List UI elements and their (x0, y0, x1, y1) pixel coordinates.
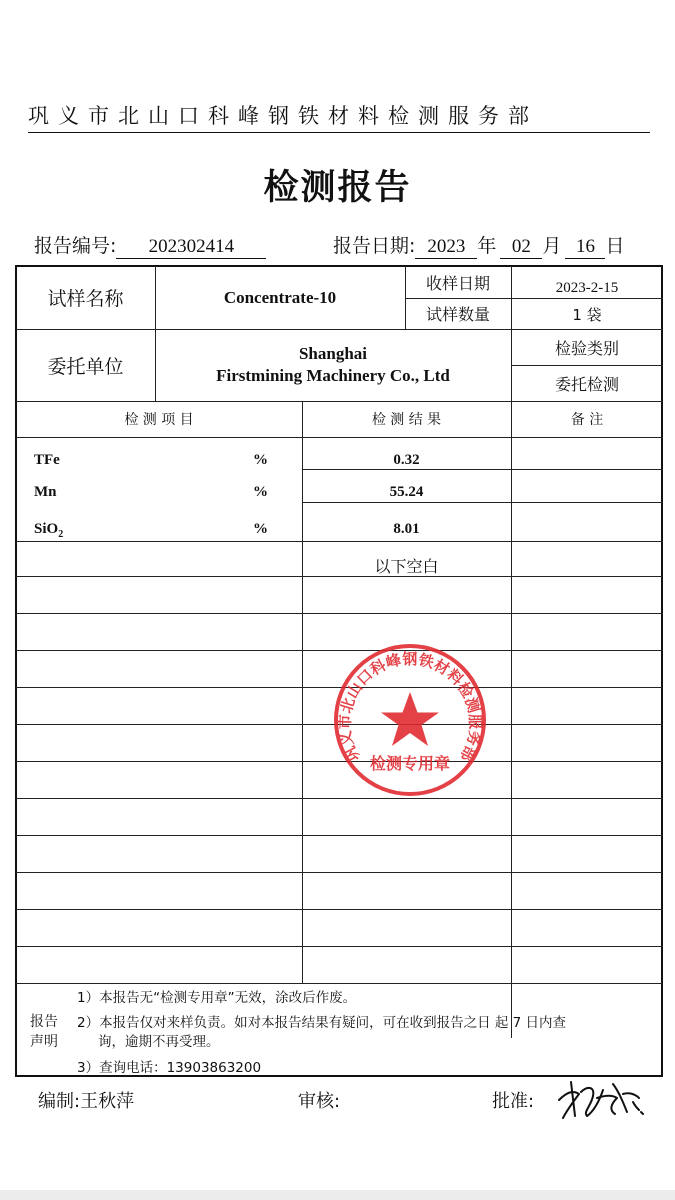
sample-name-value: Concentrate-10 (223, 287, 337, 307)
statement-label-line-2: 声明 (30, 1034, 58, 1050)
approver-signature (553, 1072, 645, 1124)
official-seal-stamp (332, 642, 488, 798)
approve-label: 批准: (492, 1091, 535, 1112)
compiled-by-name: 王秋萍 (80, 1091, 135, 1112)
report-number-value: 202302414 (116, 236, 266, 259)
report-date-line (333, 231, 624, 259)
day-char: 日 (605, 235, 625, 257)
client-line-2: Firstmining Machinery Co., Ltd (216, 366, 450, 385)
receive-date-label: 收样日期 (425, 273, 490, 293)
statement-note-3: 3）查询电话：13903863200 (77, 1060, 262, 1076)
row-item-tfe: TFe (34, 452, 60, 468)
document-title: 检测报告 (263, 168, 412, 208)
row-item-sio2-base: SiO (34, 521, 59, 537)
column-header-remark: 备 注 (570, 412, 604, 428)
row-item-sio2-subscript: 2 (58, 529, 64, 540)
review-label: 审核: (298, 1091, 341, 1112)
statement-label-line-1: 报告 (30, 1014, 58, 1030)
stamp-ring-text: 巩义市北山口科峰钢铁材料检测服务部 (335, 650, 485, 765)
quantity-value: 1 袋 (572, 306, 602, 324)
row-unit-mn: % (253, 484, 268, 500)
sample-name-label: 试样名称 (47, 288, 124, 310)
year-char: 年 (477, 235, 497, 257)
row-result-tfe: 0.32 (393, 451, 420, 468)
statement-label (30, 1012, 58, 1052)
column-header-item: 检 测 项 目 (124, 412, 194, 428)
report-date-month: 02 (500, 236, 542, 259)
row-item-sio2 (34, 521, 63, 540)
month-char: 月 (542, 235, 562, 257)
bottom-bar (0, 1190, 675, 1200)
compiled-by (38, 1087, 134, 1113)
column-header-result: 检 测 结 果 (371, 412, 442, 428)
statement-note-2: 2）本报告仅对来样负责。如对本报告结果有疑问，可在收到报告之日 起 7 日内查 (77, 1015, 567, 1031)
report-date-day: 16 (565, 236, 605, 259)
row-unit-tfe: % (253, 452, 268, 468)
row-result-mn: 55.24 (389, 483, 424, 500)
quantity-label: 试样数量 (425, 305, 490, 324)
report-number-label: 报告编号: (34, 235, 117, 257)
compiled-by-label: 编制: (38, 1091, 81, 1112)
row-item-mn: Mn (34, 484, 57, 500)
statement-note-1: 1）本报告无“检测专用章”无效，涂改后作废。 (77, 990, 357, 1006)
blank-below-note: 以下空白 (374, 556, 439, 576)
stamp-star-icon (381, 692, 439, 746)
stamp-center-text: 检测专用章 (369, 754, 451, 773)
organization-name: 巩义市北山口科峰钢铁材料检测服务部 (28, 100, 650, 133)
client-value (155, 329, 511, 401)
row-unit-sio2: % (253, 521, 268, 537)
client-line-1: Shanghai (298, 344, 368, 363)
row-result-sio2: 8.01 (393, 520, 420, 537)
inspection-type-label: 检验类别 (554, 338, 619, 358)
statement-notes (77, 989, 657, 1078)
report-date-label: 报告日期: (333, 235, 416, 257)
receive-date-value: 2023-2-15 (555, 280, 619, 296)
client-label: 委托单位 (47, 355, 124, 378)
report-number-line (34, 231, 266, 259)
report-date-year: 2023 (415, 236, 477, 259)
statement-note-2-continuation: 询，逾期不再受理。 (98, 1034, 220, 1050)
inspection-type-value: 委托检测 (554, 374, 619, 394)
